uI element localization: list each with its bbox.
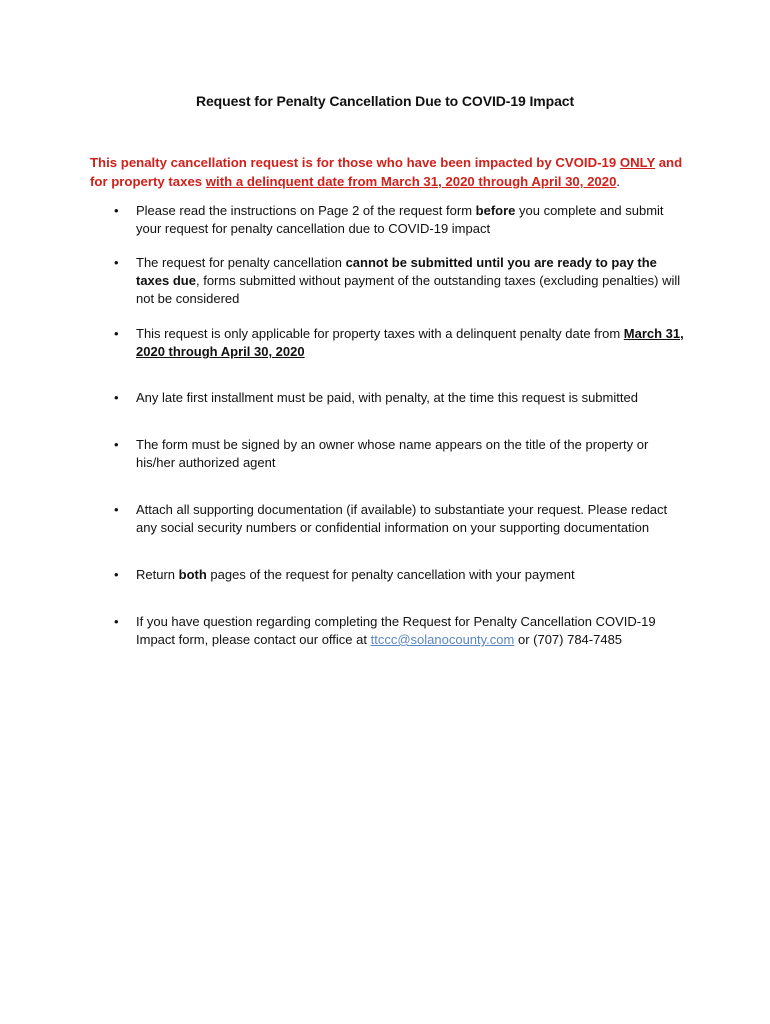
item-text: Return: [136, 567, 179, 582]
item-bold: before: [475, 203, 516, 218]
notice-text-2: and for property taxes: [90, 155, 683, 189]
item-text: Please read the instructions on Page 2 of the request form: [136, 203, 476, 218]
bullet-icon: •: [114, 390, 119, 405]
bullet-icon: •: [114, 255, 119, 270]
item-text: The request for penalty cancellation: [136, 255, 346, 270]
notice-text-1: This penalty cancellation request is for those who have been impacted by CVOID-19: [90, 155, 620, 170]
item-text: Any late first installment must be paid, with penalty, at the time this request is submitted: [136, 390, 638, 405]
list-item: [114, 254, 684, 308]
list-item: [114, 501, 684, 537]
list-item: [114, 325, 684, 361]
bullet-icon: •: [114, 326, 119, 341]
item-text: This request is only applicable for property taxes with a delinquent penalty date from: [136, 326, 624, 341]
bullet-icon: •: [114, 502, 119, 517]
item-text: or (707) 784-7485: [514, 632, 623, 647]
item-text: Attach all supporting documentation (if available) to substantiate your request. Please redact any social security numbers or confidential information on your supporting documentation: [136, 502, 668, 535]
bullet-icon: •: [114, 203, 119, 218]
item-text: you complete and submit your request for penalty cancellation due to COVID-19 impact: [136, 203, 664, 236]
notice-date-range: with a delinquent date from March 31, 2020 through April 30, 2020: [205, 174, 617, 189]
email-link[interactable]: ttccc@solanocounty.com: [370, 632, 515, 647]
list-item: [114, 613, 684, 649]
bullet-icon: •: [114, 614, 119, 629]
page-title: Request for Penalty Cancellation Due to COVID-19 Impact: [195, 93, 575, 109]
list-item: [114, 389, 684, 407]
item-text: The form must be signed by an owner whose name appears on the title of the property or his/her authorized agent: [136, 437, 649, 470]
item-text: , forms submitted without payment of the outstanding taxes (excluding penalties) will not be considered: [136, 273, 681, 306]
list-item: [114, 202, 684, 238]
item-bold-underline: March 31, 2020 through April 30, 2020: [136, 326, 684, 359]
item-bold: cannot be submitted until you are ready to pay the taxes due: [136, 255, 657, 288]
list-item: [114, 436, 684, 472]
item-text: If you have question regarding completing the Request for Penalty Cancellation COVID-19 Impact form, please contact our office at: [136, 614, 656, 647]
item-bold: both: [178, 567, 207, 582]
list-item: [114, 566, 684, 584]
notice-only: ONLY: [619, 155, 656, 170]
covid-notice: [90, 153, 690, 191]
item-text: pages of the request for penalty cancellation with your payment: [206, 567, 575, 582]
bullet-icon: •: [114, 437, 119, 452]
bullet-icon: •: [114, 567, 119, 582]
notice-end: .: [616, 174, 621, 189]
